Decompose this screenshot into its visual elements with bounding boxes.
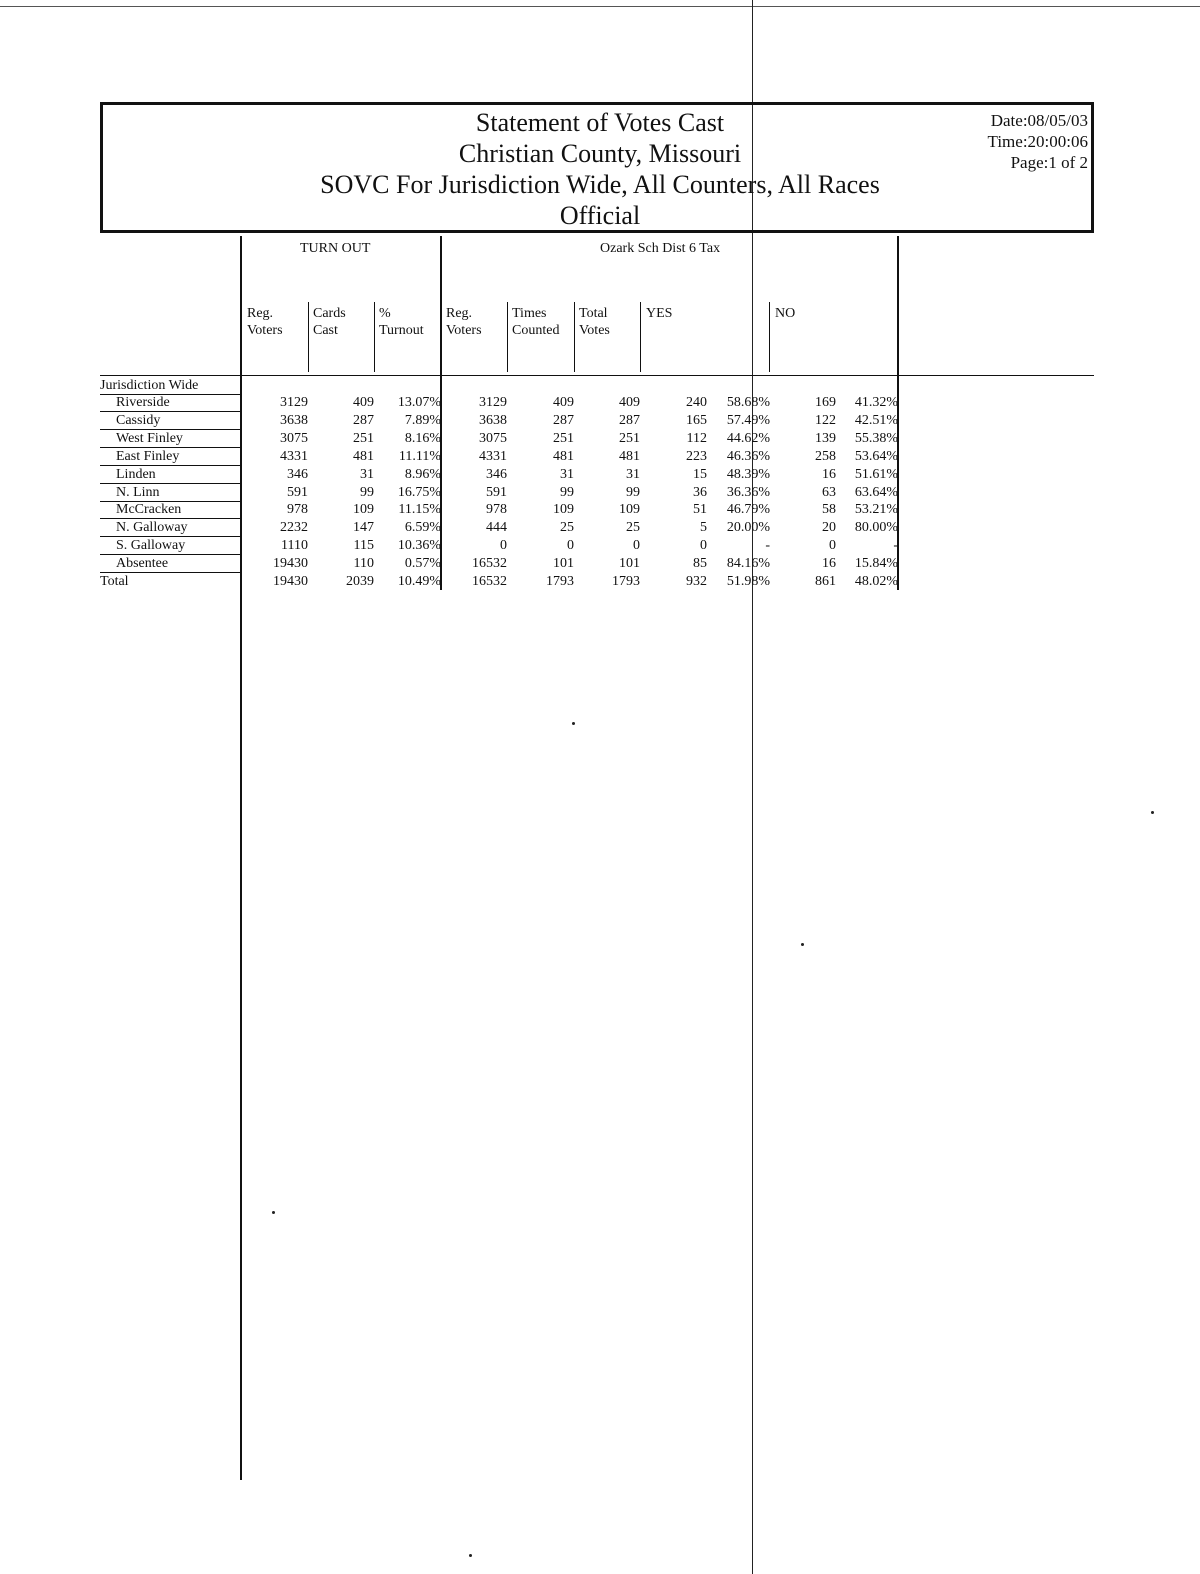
- cell-cards-cast: 99: [360, 484, 374, 500]
- precinct-name: West Finley: [100, 430, 240, 448]
- cell-reg-voters: 4331: [280, 448, 308, 464]
- col-no: NO: [775, 306, 796, 321]
- cell-reg-voters-race: 591: [486, 484, 507, 500]
- cell-no-pct: 55.38%: [854, 430, 898, 446]
- cell-yes-votes: 240: [686, 395, 707, 410]
- scan-top-border: [0, 6, 1200, 7]
- cell-yes-pct: 84.16%: [726, 556, 770, 572]
- cell-no-pct: -: [893, 538, 898, 554]
- cell-times-counted: 481: [553, 448, 574, 464]
- cell-reg-voters: 3638: [280, 412, 308, 428]
- cell-reg-voters-race: 16532: [472, 556, 507, 572]
- cell-total-votes: 287: [619, 412, 640, 428]
- cell-no-votes: 139: [815, 430, 836, 446]
- col-reg-voters: Reg. Voters: [247, 306, 283, 338]
- precinct-name: McCracken: [100, 501, 240, 519]
- scan-speck: [1151, 811, 1154, 814]
- section-label: Jurisdiction Wide: [100, 377, 240, 395]
- report-status: Official: [559, 201, 641, 230]
- cell-reg-voters-race: 3075: [479, 430, 507, 446]
- group-turnout: TURN OUT: [300, 241, 371, 256]
- cell-cards-cast: 2039: [346, 574, 374, 589]
- cell-no-votes: 122: [815, 412, 836, 428]
- cell-reg-voters: 3075: [280, 430, 308, 446]
- cell-turnout: 16.75%: [397, 484, 441, 500]
- col-pct-turnout: % Turnout: [379, 306, 424, 338]
- col-total-votes: Total Votes: [579, 306, 610, 338]
- precinct-name: East Finley: [100, 448, 240, 466]
- cell-turnout: 11.11%: [398, 448, 441, 464]
- cell-no-votes: 63: [822, 484, 836, 500]
- cell-reg-voters-race: 346: [486, 466, 507, 482]
- report-scope: SOVC For Jurisdiction Wide, All Counters, All Races: [320, 170, 880, 199]
- cell-times-counted: 25: [560, 520, 574, 536]
- cell-reg-voters: 19430: [273, 574, 308, 589]
- header-divider: [574, 302, 575, 372]
- cell-yes-votes: 112: [686, 430, 707, 446]
- cell-cards-cast: 481: [353, 448, 374, 464]
- cell-no-pct: 63.64%: [854, 484, 898, 500]
- cell-yes-votes: 932: [686, 574, 707, 589]
- cell-no-pct: 80.00%: [854, 520, 898, 536]
- cell-yes-votes: 223: [686, 448, 707, 464]
- cell-no-pct: 42.51%: [854, 412, 898, 428]
- col-cards-cast: Cards Cast: [313, 306, 346, 338]
- cell-reg-voters-race: 4331: [479, 448, 507, 464]
- cell-no-votes: 58: [822, 502, 836, 518]
- scan-fold-line: [752, 0, 753, 1574]
- cell-no-pct: 51.61%: [854, 466, 898, 482]
- cell-no-votes: 169: [815, 395, 836, 410]
- cell-reg-voters-race: 0: [500, 538, 507, 554]
- cell-no-votes: 861: [815, 574, 836, 589]
- cell-no-votes: 258: [815, 448, 836, 464]
- cell-yes-pct: 48.39%: [726, 466, 770, 482]
- cell-reg-voters-race: 978: [486, 502, 507, 518]
- cell-total-votes: 101: [619, 556, 640, 572]
- cell-no-votes: 20: [822, 520, 836, 536]
- cell-yes-pct: 46.79%: [726, 502, 770, 518]
- cell-reg-voters-race: 3638: [479, 412, 507, 428]
- cell-reg-voters: 346: [287, 466, 308, 482]
- cell-times-counted: 1793: [546, 574, 574, 589]
- cell-yes-votes: 0: [700, 538, 707, 554]
- col-yes: YES: [646, 306, 673, 321]
- cell-no-pct: 53.64%: [854, 448, 898, 464]
- cell-cards-cast: 409: [353, 395, 374, 410]
- cell-times-counted: 31: [560, 466, 574, 482]
- cell-yes-votes: 15: [693, 466, 707, 482]
- cell-yes-votes: 85: [693, 556, 707, 572]
- cell-times-counted: 99: [560, 484, 574, 500]
- cell-cards-cast: 31: [360, 466, 374, 482]
- group-race: Ozark Sch Dist 6 Tax: [600, 241, 721, 256]
- cell-reg-voters: 2232: [280, 520, 308, 536]
- scan-speck: [469, 1554, 472, 1557]
- cell-turnout: 7.89%: [404, 412, 441, 428]
- report-page: Page:1 of 2: [1010, 153, 1088, 172]
- cell-yes-pct: 46.36%: [726, 448, 770, 464]
- cell-turnout: 13.07%: [397, 395, 441, 410]
- report-time: Time:20:00:06: [987, 132, 1088, 151]
- cell-reg-voters: 19430: [273, 556, 308, 572]
- column-rule-left: [240, 236, 242, 1480]
- col-times-counted: Times Counted: [512, 306, 560, 338]
- cell-cards-cast: 115: [353, 538, 374, 554]
- cell-cards-cast: 147: [353, 520, 374, 536]
- cell-total-votes: 25: [626, 520, 640, 536]
- cell-no-votes: 16: [822, 556, 836, 572]
- cell-no-pct: 48.02%: [854, 574, 898, 589]
- precinct-name: Riverside: [100, 394, 240, 412]
- county-name: Christian County, Missouri: [458, 139, 742, 168]
- header-divider: [374, 302, 375, 372]
- cell-total-votes: 99: [626, 484, 640, 500]
- cell-no-pct: 53.21%: [854, 502, 898, 518]
- header-divider: [308, 302, 309, 372]
- report-title: Statement of Votes Cast: [475, 108, 725, 137]
- precinct-name: S. Galloway: [100, 537, 240, 555]
- cell-total-votes: 409: [619, 395, 640, 410]
- cell-reg-voters: 978: [287, 502, 308, 518]
- cell-times-counted: 0: [567, 538, 574, 554]
- cell-cards-cast: 287: [353, 412, 374, 428]
- cell-turnout: 6.59%: [404, 520, 441, 536]
- cell-yes-pct: -: [765, 538, 770, 554]
- col-reg-voters-race: Reg. Voters: [446, 306, 482, 338]
- cell-times-counted: 409: [553, 395, 574, 410]
- cell-reg-voters: 1110: [281, 538, 308, 554]
- cell-total-votes: 109: [619, 502, 640, 518]
- precinct-name: Absentee: [100, 555, 240, 573]
- cell-times-counted: 101: [553, 556, 574, 572]
- precinct-name: N. Galloway: [100, 519, 240, 537]
- cell-yes-votes: 36: [693, 484, 707, 500]
- scan-speck: [572, 722, 575, 725]
- cell-reg-voters: 3129: [280, 395, 308, 410]
- cell-turnout: 8.16%: [404, 430, 441, 446]
- cell-turnout: 0.57%: [404, 556, 441, 572]
- cell-no-pct: 15.84%: [854, 556, 898, 572]
- cell-total-votes: 1793: [612, 574, 640, 589]
- cell-reg-voters: 591: [287, 484, 308, 500]
- cell-total-votes: 31: [626, 466, 640, 482]
- cell-total-votes: 251: [619, 430, 640, 446]
- cell-yes-pct: 36.36%: [726, 484, 770, 500]
- total-label: Total: [100, 574, 129, 589]
- cell-yes-votes: 51: [693, 502, 707, 518]
- header-divider: [507, 302, 508, 372]
- cell-cards-cast: 109: [353, 502, 374, 518]
- cell-yes-pct: 20.00%: [726, 520, 770, 536]
- cell-yes-pct: 58.68%: [726, 395, 770, 410]
- cell-no-pct: 41.32%: [854, 395, 898, 410]
- cell-times-counted: 287: [553, 412, 574, 428]
- cell-cards-cast: 251: [353, 430, 374, 446]
- cell-reg-voters-race: 16532: [472, 574, 507, 589]
- cell-yes-pct: 51.98%: [726, 574, 770, 589]
- cell-turnout: 10.49%: [397, 574, 441, 589]
- precinct-name: Linden: [100, 466, 240, 484]
- scan-speck: [801, 943, 804, 946]
- precinct-name: N. Linn: [100, 484, 240, 502]
- cell-turnout: 10.36%: [397, 538, 441, 554]
- cell-total-votes: 481: [619, 448, 640, 464]
- cell-turnout: 11.15%: [398, 502, 441, 518]
- header-underline: [100, 375, 1094, 376]
- cell-turnout: 8.96%: [404, 466, 441, 482]
- cell-yes-votes: 5: [700, 520, 707, 536]
- cell-yes-votes: 165: [686, 412, 707, 428]
- header-divider: [769, 302, 770, 372]
- cell-reg-voters-race: 444: [486, 520, 507, 536]
- report-date: Date:08/05/03: [990, 111, 1088, 130]
- header-divider: [640, 302, 641, 372]
- cell-total-votes: 0: [633, 538, 640, 554]
- cell-times-counted: 109: [553, 502, 574, 518]
- cell-yes-pct: 57.49%: [726, 412, 770, 428]
- cell-times-counted: 251: [553, 430, 574, 446]
- cell-cards-cast: 110: [353, 556, 374, 572]
- scan-speck: [272, 1211, 275, 1214]
- cell-no-votes: 0: [829, 538, 836, 554]
- cell-yes-pct: 44.62%: [726, 430, 770, 446]
- cell-no-votes: 16: [822, 466, 836, 482]
- precinct-name: Cassidy: [100, 412, 240, 430]
- cell-reg-voters-race: 3129: [479, 395, 507, 410]
